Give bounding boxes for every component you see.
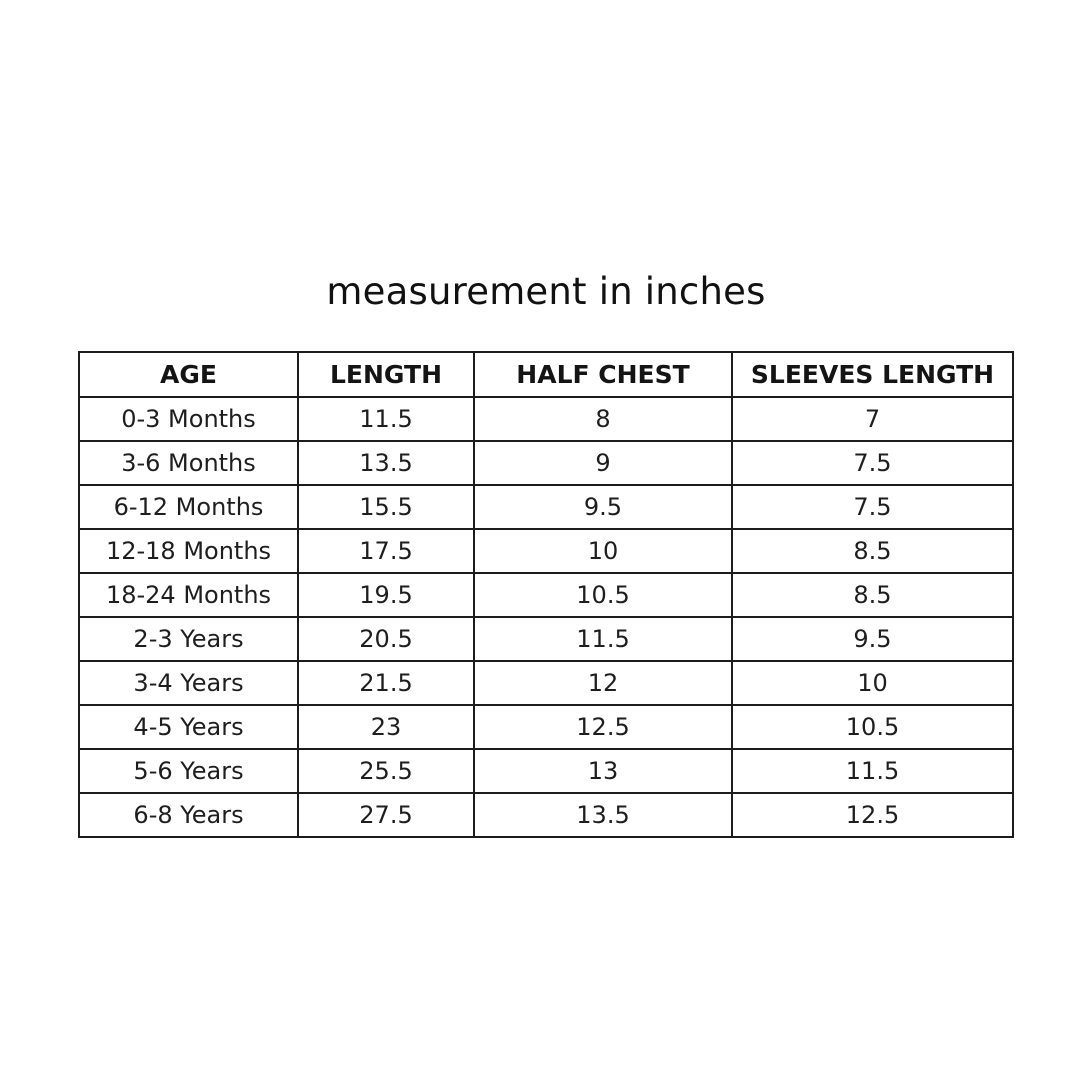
cell-age: 0-3 Months — [79, 397, 298, 441]
header-age: AGE — [79, 352, 298, 397]
table-row — [79, 793, 1013, 837]
cell-age: 4-5 Years — [79, 705, 298, 749]
header-sleeves-length: SLEEVES LENGTH — [732, 352, 1013, 397]
table-row — [79, 397, 1013, 441]
cell-age: 6-8 Years — [79, 793, 298, 837]
cell-age: 5-6 Years — [79, 749, 298, 793]
cell-half-chest: 9.5 — [474, 485, 732, 529]
cell-length: 21.5 — [298, 661, 474, 705]
cell-sleeves-length: 12.5 — [732, 793, 1013, 837]
cell-sleeves-length: 11.5 — [732, 749, 1013, 793]
cell-sleeves-length: 10 — [732, 661, 1013, 705]
cell-age: 6-12 Months — [79, 485, 298, 529]
cell-sleeves-length: 7.5 — [732, 441, 1013, 485]
cell-sleeves-length: 7.5 — [732, 485, 1013, 529]
header-half-chest: HALF CHEST — [474, 352, 732, 397]
cell-age: 2-3 Years — [79, 617, 298, 661]
cell-length: 20.5 — [298, 617, 474, 661]
cell-half-chest: 12.5 — [474, 705, 732, 749]
table-caption: measurement in inches — [326, 270, 766, 313]
cell-sleeves-length: 10.5 — [732, 705, 1013, 749]
cell-age: 3-6 Months — [79, 441, 298, 485]
cell-length: 19.5 — [298, 573, 474, 617]
cell-sleeves-length: 9.5 — [732, 617, 1013, 661]
table-row — [79, 661, 1013, 705]
cell-half-chest: 13 — [474, 749, 732, 793]
cell-sleeves-length: 8.5 — [732, 529, 1013, 573]
cell-length: 27.5 — [298, 793, 474, 837]
header-length: LENGTH — [298, 352, 474, 397]
table-row — [79, 529, 1013, 573]
cell-age: 3-4 Years — [79, 661, 298, 705]
table-row — [79, 485, 1013, 529]
cell-half-chest: 8 — [474, 397, 732, 441]
table-row — [79, 705, 1013, 749]
cell-length: 11.5 — [298, 397, 474, 441]
cell-half-chest: 9 — [474, 441, 732, 485]
table-row — [79, 749, 1013, 793]
table-row — [79, 573, 1013, 617]
cell-half-chest: 10.5 — [474, 573, 732, 617]
cell-length: 17.5 — [298, 529, 474, 573]
cell-half-chest: 12 — [474, 661, 732, 705]
table-row — [79, 441, 1013, 485]
cell-length: 13.5 — [298, 441, 474, 485]
cell-half-chest: 10 — [474, 529, 732, 573]
cell-half-chest: 11.5 — [474, 617, 732, 661]
table-row — [79, 617, 1013, 661]
cell-length: 15.5 — [298, 485, 474, 529]
header-row — [79, 352, 1013, 397]
cell-age: 18-24 Months — [79, 573, 298, 617]
size-chart — [78, 351, 1012, 831]
cell-half-chest: 13.5 — [474, 793, 732, 837]
cell-sleeves-length: 7 — [732, 397, 1013, 441]
cell-sleeves-length: 8.5 — [732, 573, 1013, 617]
cell-length: 25.5 — [298, 749, 474, 793]
cell-length: 23 — [298, 705, 474, 749]
cell-age: 12-18 Months — [79, 529, 298, 573]
size-table — [78, 351, 1014, 838]
